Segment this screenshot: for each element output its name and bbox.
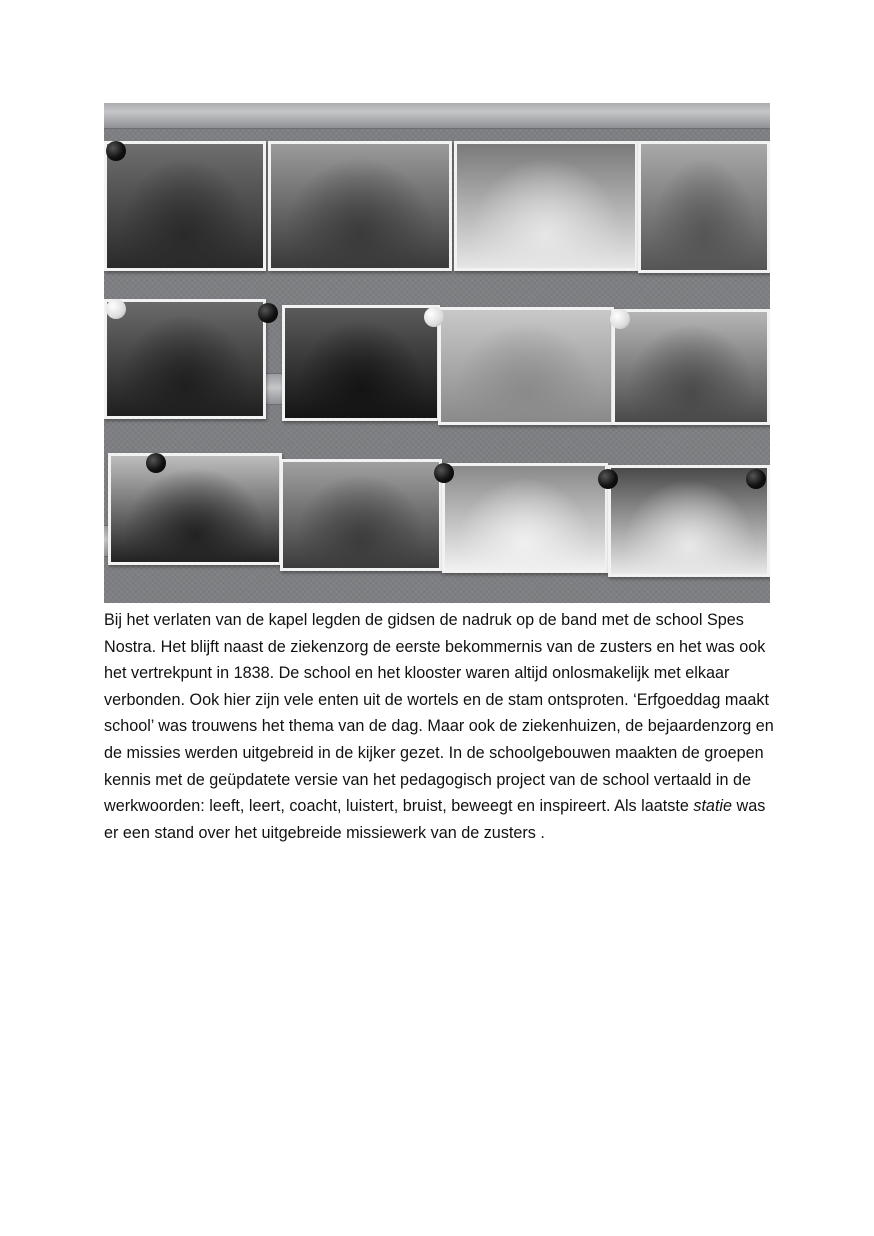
magnet-icon bbox=[106, 299, 126, 319]
photo-board-image bbox=[104, 103, 770, 603]
paragraph-italic-word: statie bbox=[693, 797, 733, 816]
magnet-icon bbox=[146, 453, 166, 473]
magnet-icon bbox=[258, 303, 278, 323]
magnet-icon bbox=[434, 463, 454, 483]
magnet-icon bbox=[424, 307, 444, 327]
photo-empty-classroom bbox=[438, 307, 614, 425]
paragraph-text-part1: Bij het verlaten van de kapel legden de gidsen de nadruk op de band met de school Spes Nostra. Het blijft naast de ziekenzorg de eerste bekommernis van de zusters en het was ook het vertrekpunt in 1838. De school en het klooster waren altijd onlosmakelijk met elkaar verbonden. Ook hier zijn vele enten uit de wortels en de stam ontsproten. ‘Erfgoeddag maakt school’ was trouwens het thema van de dag. Maar ook de ziekenhuizen, de bejaardenzorg en de missies werden uitgebreid in de kijker gezet. In de schoolgebouwen maakten de groepen kennis met de geüpdatete versie van het pedagogisch project van de school vertaald in de werkwoorden: leeft, leert, coacht, luistert, bruist, beweegt en inspireert. Als laatste bbox=[104, 611, 774, 816]
photo-class-group-outdoor bbox=[104, 299, 266, 419]
magnet-icon bbox=[106, 141, 126, 161]
photo-nun-at-blackboard bbox=[108, 453, 282, 565]
photo-girls-in-white-blouses bbox=[454, 141, 638, 271]
magnet-icon bbox=[598, 469, 618, 489]
paragraph-text-part2: was er een stand over het uitgebreide missiewerk van de zusters . bbox=[104, 797, 766, 842]
body-paragraph bbox=[104, 607, 776, 846]
board-rail bbox=[104, 103, 770, 129]
photo-group-portrait-nuns bbox=[104, 141, 266, 271]
photo-nuns-under-arcade bbox=[282, 305, 440, 421]
photo-students-at-desks bbox=[280, 459, 442, 571]
photo-girls-in-courtyard bbox=[442, 463, 608, 573]
photo-girls-on-stage bbox=[268, 141, 452, 271]
magnet-icon bbox=[746, 469, 766, 489]
photo-classroom-students bbox=[612, 309, 770, 425]
magnet-icon bbox=[610, 309, 630, 329]
photo-sewing-class bbox=[638, 141, 770, 273]
